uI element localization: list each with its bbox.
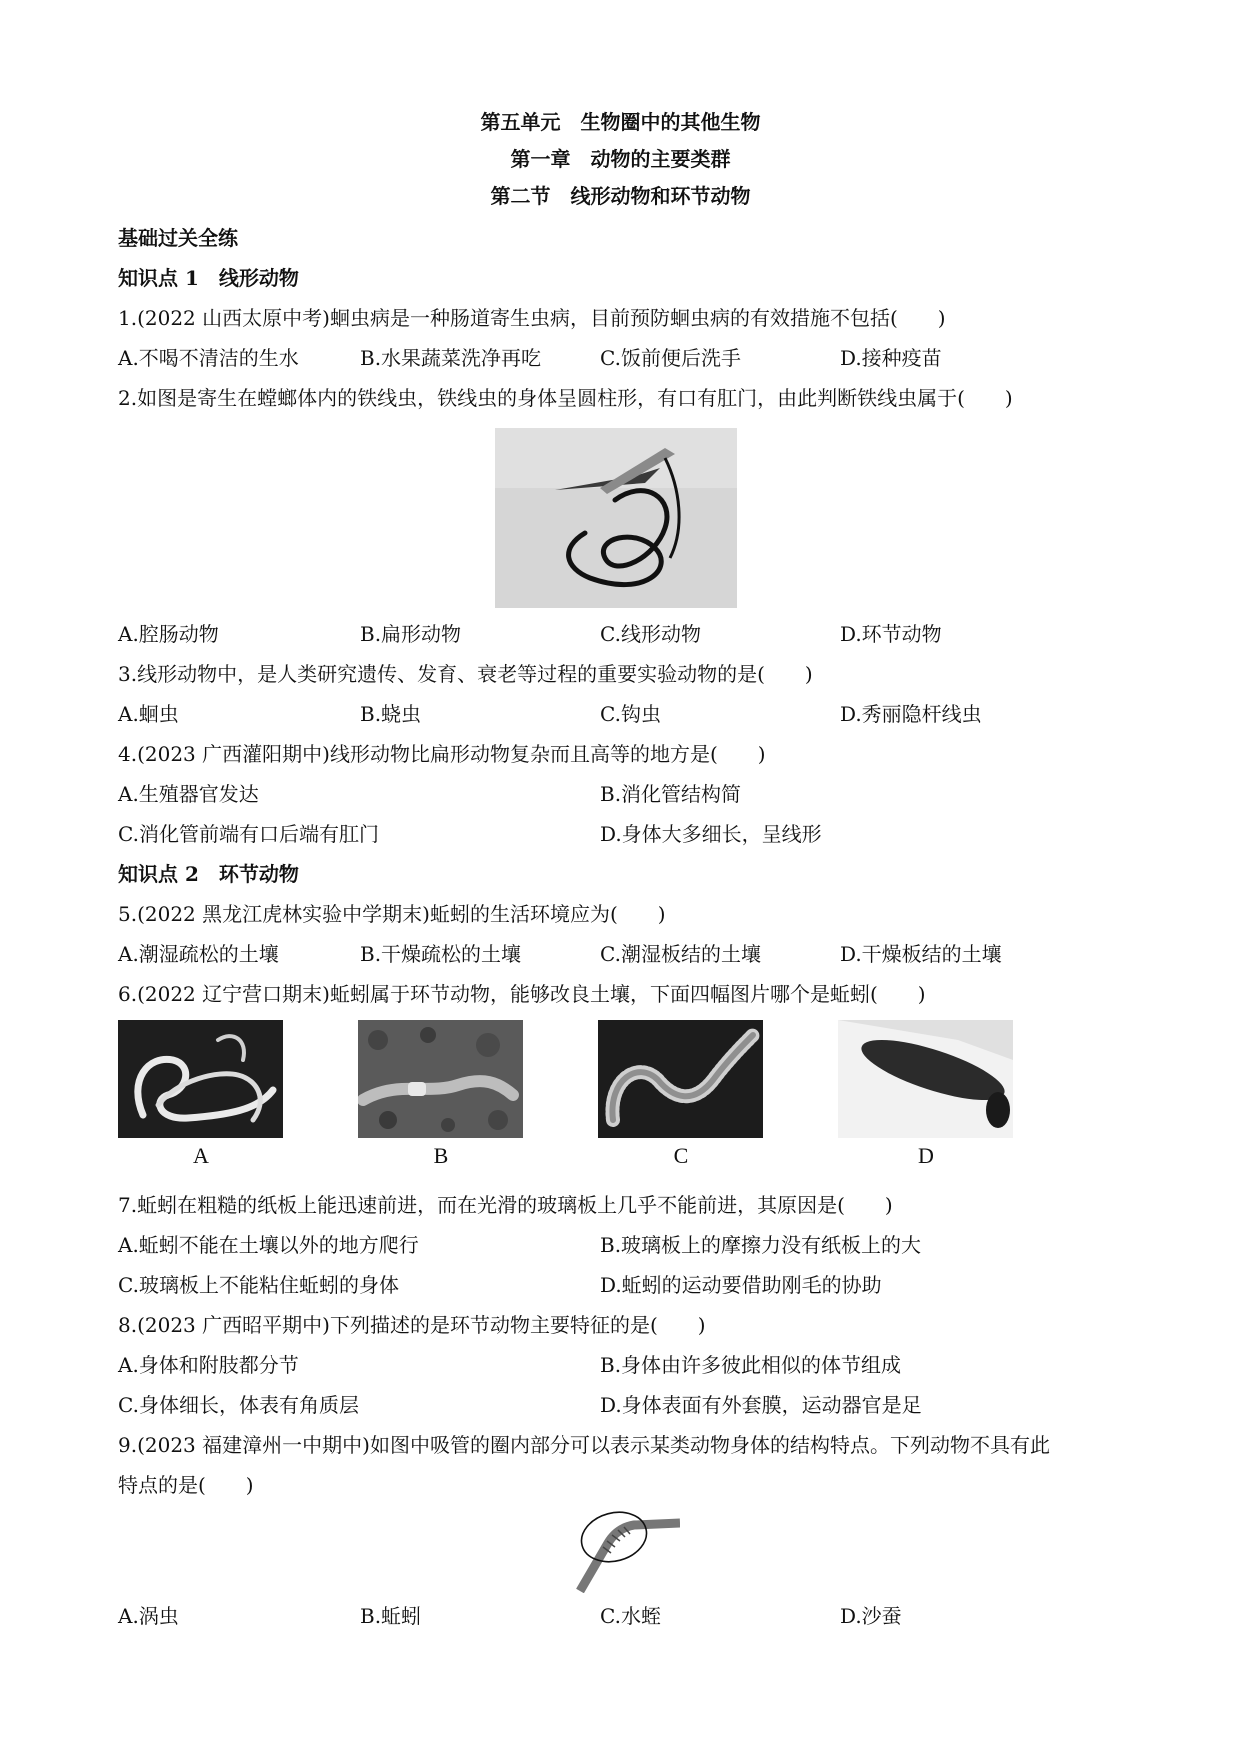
caption-b: B [433, 1143, 449, 1168]
q3-option-a: A.蛔虫 [118, 702, 179, 726]
chapter-heading: 第一章 动物的主要类群 [510, 147, 731, 171]
photo-b-earthworm [358, 1020, 523, 1138]
q7-option-c: C.玻璃板上不能粘住蚯蚓的身体 [118, 1273, 399, 1297]
q9-option-c: C.水蛭 [600, 1604, 661, 1628]
caption-a: A [193, 1143, 209, 1168]
q2-option-a: A.腔肠动物 [118, 622, 219, 646]
unit-heading: 第五单元 生物圈中的其他生物 [480, 110, 761, 134]
q7-option-d: D.蚯蚓的运动要借助刚毛的协助 [600, 1273, 882, 1297]
q3-option-c: C.钩虫 [600, 702, 661, 726]
q7-option-a: A.蚯蚓不能在土壤以外的地方爬行 [118, 1233, 419, 1257]
caption-d: D [918, 1143, 934, 1168]
bendy-straw-diagram [570, 1503, 680, 1593]
practice-title: 基础过关全练 [118, 226, 238, 250]
q7-option-b: B.玻璃板上的摩擦力没有纸板上的大 [600, 1233, 922, 1257]
photo-a-roundworm [118, 1020, 283, 1138]
q1-stem: 1.(2022 山西太原中考)蛔虫病是一种肠道寄生虫病，目前预防蛔虫病的有效措施不包括( ) [118, 306, 946, 330]
q1-option-b: B.水果蔬菜洗净再吃 [360, 346, 542, 370]
q2-stem: 2.如图是寄生在螳螂体内的铁线虫，铁线虫的身体呈圆柱形，有口有肛门，由此判断铁线虫属于( ) [118, 386, 1013, 410]
q1-option-d: D.接种疫苗 [840, 346, 942, 370]
q8-stem: 8.(2023 广西昭平期中)下列描述的是环节动物主要特征的是( ) [118, 1313, 706, 1337]
q9-stem-line1: 9.(2023 福建漳州一中期中)如图中吸管的圈内部分可以表示某类动物身体的结构特点。下列动物不具有此 [118, 1433, 1050, 1457]
q2-option-d: D.环节动物 [840, 622, 942, 646]
q6-stem: 6.(2022 辽宁营口期末)蚯蚓属于环节动物，能够改良土壤，下面四幅图片哪个是蚯蚓( ) [118, 982, 926, 1006]
q3-option-d: D.秀丽隐杆线虫 [840, 702, 982, 726]
caption-c: C [673, 1143, 689, 1168]
q5-stem: 5.(2022 黑龙江虎林实验中学期末)蚯蚓的生活环境应为( ) [118, 902, 666, 926]
q7-stem: 7.蚯蚓在粗糙的纸板上能迅速前进，而在光滑的玻璃板上几乎不能前进，其原因是( ) [118, 1193, 893, 1217]
q1-option-a: A.不喝不清洁的生水 [118, 346, 299, 370]
q8-option-b: B.身体由许多彼此相似的体节组成 [600, 1353, 902, 1377]
photo-d-leech [838, 1020, 1013, 1138]
q8-option-d: D.身体表面有外套膜，运动器官是足 [600, 1393, 922, 1417]
photo-c-clamworm [598, 1020, 763, 1138]
q5-option-b: B.干燥疏松的土壤 [360, 942, 522, 966]
section-heading: 第二节 线形动物和环节动物 [490, 184, 751, 208]
knowledge-point-1: 知识点 1 线形动物 [118, 266, 299, 290]
q3-option-b: B.蛲虫 [360, 702, 422, 726]
q4-option-b: B.消化管结构简 [600, 782, 742, 806]
q5-option-c: C.潮湿板结的土壤 [600, 942, 761, 966]
knowledge-point-2: 知识点 2 环节动物 [118, 862, 299, 886]
q3-stem: 3.线形动物中，是人类研究遗传、发育、衰老等过程的重要实验动物的是( ) [118, 662, 813, 686]
q5-option-a: A.潮湿疏松的土壤 [118, 942, 279, 966]
q9-option-a: A.涡虫 [118, 1604, 179, 1628]
q2-option-b: B.扁形动物 [360, 622, 462, 646]
q9-option-d: D.沙蚕 [840, 1604, 902, 1628]
q8-option-a: A.身体和附肢都分节 [118, 1353, 299, 1377]
q1-option-c: C.饭前便后洗手 [600, 346, 741, 370]
q9-stem-line2: 特点的是( ) [118, 1473, 254, 1497]
q4-option-c: C.消化管前端有口后端有肛门 [118, 822, 379, 846]
q9-option-b: B.蚯蚓 [360, 1604, 422, 1628]
q2-option-c: C.线形动物 [600, 622, 701, 646]
q4-stem: 4.(2023 广西灌阳期中)线形动物比扁形动物复杂而且高等的地方是( ) [118, 742, 766, 766]
horsehair-worm-photo [495, 428, 737, 608]
q4-option-a: A.生殖器官发达 [118, 782, 259, 806]
q4-option-d: D.身体大多细长，呈线形 [600, 822, 822, 846]
q5-option-d: D.干燥板结的土壤 [840, 942, 1002, 966]
q8-option-c: C.身体细长，体表有角质层 [118, 1393, 359, 1417]
